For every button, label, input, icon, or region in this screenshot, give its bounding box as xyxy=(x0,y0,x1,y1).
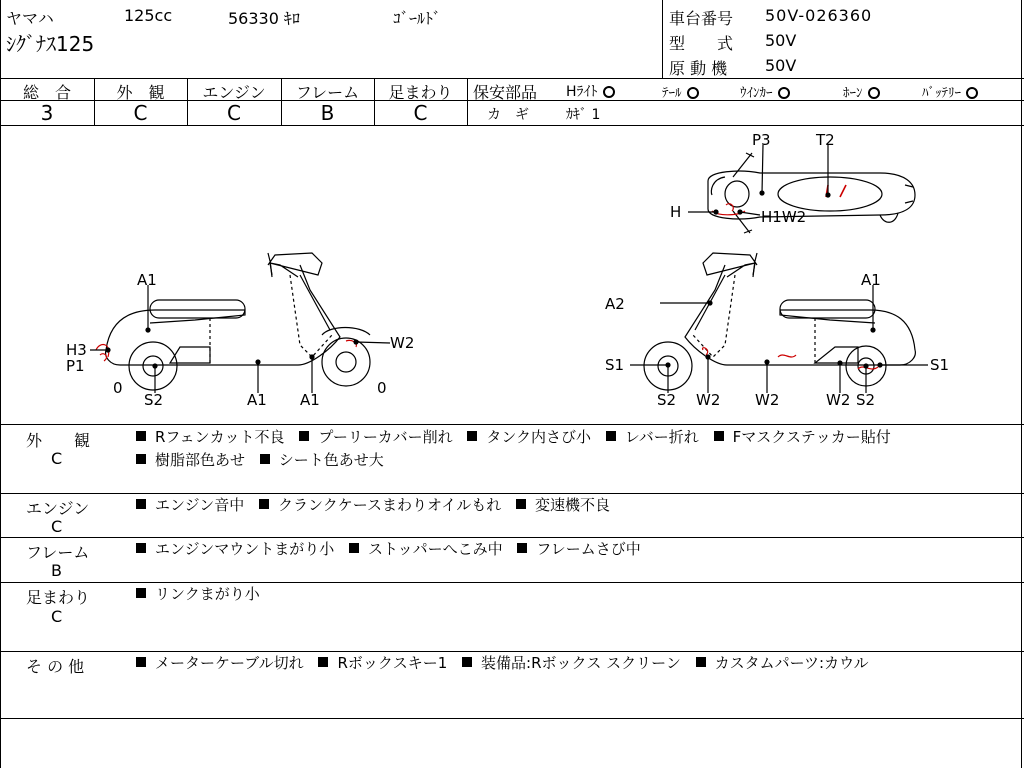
svg-text:W2: W2 xyxy=(696,391,721,409)
list-item: 装備品:Rボックス スクリーン xyxy=(462,652,681,675)
section-label: フレーム xyxy=(26,543,90,562)
svg-text:H1W2: H1W2 xyxy=(761,208,807,226)
ok-circle-icon xyxy=(778,87,790,99)
overall-label: 総 合 xyxy=(22,83,71,102)
svg-text:T2: T2 xyxy=(816,131,835,149)
section-grade: C xyxy=(51,607,63,626)
list-item: Rボックスキー1 xyxy=(318,652,447,675)
list-item: リンクまがり小 xyxy=(136,583,260,606)
section-items xyxy=(136,583,1006,606)
list-item: クランクケースまわりオイルもれ xyxy=(259,494,501,517)
section-grade: C xyxy=(51,449,63,468)
frame-grade: B xyxy=(320,101,335,125)
frame-no: 50V-026360 xyxy=(765,6,873,25)
engine-grade: C xyxy=(227,101,241,125)
section-grade: B xyxy=(51,561,62,580)
section-items xyxy=(136,426,1006,472)
list-item: Fマスクステッカー貼付 xyxy=(714,426,891,449)
scooter-left-view xyxy=(66,253,414,409)
suspension-label: 足まわり xyxy=(388,83,453,102)
key-label: カ ギ xyxy=(487,107,529,123)
list-item: シート色あせ大 xyxy=(260,449,384,472)
ok-circle-icon xyxy=(687,87,699,99)
maker: ヤマハ xyxy=(6,9,54,28)
list-item: エンジン音中 xyxy=(136,494,244,517)
list-item: タンク内さび小 xyxy=(467,426,591,449)
svg-text:S1: S1 xyxy=(930,356,950,374)
svg-text:A2: A2 xyxy=(605,295,625,313)
section-grade: C xyxy=(51,517,63,536)
engine-label: 原 動 機 xyxy=(669,59,728,78)
safety-item-headlight: Hﾗｲﾄ xyxy=(566,81,615,101)
section-label: エンジン xyxy=(26,499,90,518)
svg-text:W2: W2 xyxy=(390,334,415,352)
section-items xyxy=(136,652,1006,675)
svg-text:0: 0 xyxy=(113,379,123,397)
list-item: フレームさび中 xyxy=(517,538,640,561)
svg-text:S2: S2 xyxy=(856,391,876,409)
section-items xyxy=(136,538,1006,561)
displacement: 125cc xyxy=(124,6,173,25)
mileage: 56330 ｷﾛ xyxy=(228,9,300,28)
section-label: 足まわり xyxy=(26,588,91,607)
list-item: エンジンマウントまがり小 xyxy=(136,538,334,561)
engine-value: 50V xyxy=(765,56,797,75)
list-item: ストッパーへこみ中 xyxy=(349,538,503,561)
suspension-grade: C xyxy=(413,101,428,125)
engine-grade-label: エンジン xyxy=(202,83,266,102)
frame-grade-label: フレーム xyxy=(295,83,360,102)
ok-circle-icon xyxy=(966,87,978,99)
safety-item-battery: ﾊﾞｯﾃﾘｰ xyxy=(922,82,978,101)
ok-circle-icon xyxy=(868,87,880,99)
list-item: カスタムパーツ:カウル xyxy=(696,652,869,675)
damage-diagram xyxy=(0,125,1024,424)
svg-text:A1: A1 xyxy=(861,271,881,289)
svg-text:A1: A1 xyxy=(247,391,267,409)
svg-text:S1: S1 xyxy=(605,356,625,374)
exterior-grade: C xyxy=(133,101,148,125)
section-label: そ の 他 xyxy=(26,657,85,676)
model-name: ｼｸﾞﾅｽ125 xyxy=(6,32,95,56)
svg-text:H: H xyxy=(670,203,682,221)
ok-circle-icon xyxy=(603,86,615,98)
svg-text:0: 0 xyxy=(377,379,387,397)
type-label: 型 式 xyxy=(669,34,734,53)
key-value: ｶｷﾞ 1 xyxy=(566,107,601,123)
svg-text:A1: A1 xyxy=(137,271,157,289)
list-item: メーターケーブル切れ xyxy=(136,652,304,675)
safety-item-winker: ｳｲﾝｶｰ xyxy=(740,82,790,101)
safety-label: 保安部品 xyxy=(473,83,538,102)
svg-text:P3: P3 xyxy=(752,131,771,149)
safety-item-horn: ﾎｰﾝ xyxy=(843,82,880,101)
svg-text:P1: P1 xyxy=(66,357,85,375)
scooter-right-view xyxy=(605,253,949,409)
svg-text:A1: A1 xyxy=(300,391,320,409)
color: ｺﾞｰﾙﾄﾞ xyxy=(393,9,442,28)
svg-text:S2: S2 xyxy=(144,391,164,409)
svg-text:H3: H3 xyxy=(66,341,87,359)
exterior-label: 外 観 xyxy=(116,83,165,102)
section-items xyxy=(136,494,1006,517)
frame-no-label: 車台番号 xyxy=(669,9,734,28)
list-item: 変速機不良 xyxy=(516,494,610,517)
scooter-top-view xyxy=(670,131,915,233)
type-value: 50V xyxy=(765,31,797,50)
list-item: Rフェンカット不良 xyxy=(136,426,285,449)
overall-grade: 3 xyxy=(40,101,54,125)
safety-item-tail: ﾃｰﾙ xyxy=(662,82,699,101)
section-label: 外 観 xyxy=(26,431,91,450)
svg-text:W2: W2 xyxy=(826,391,851,409)
list-item: 樹脂部色あせ xyxy=(136,449,245,472)
svg-text:W2: W2 xyxy=(755,391,780,409)
list-item: プーリーカバー削れ xyxy=(299,426,452,449)
list-item: レバー折れ xyxy=(606,426,699,449)
svg-text:S2: S2 xyxy=(657,391,677,409)
